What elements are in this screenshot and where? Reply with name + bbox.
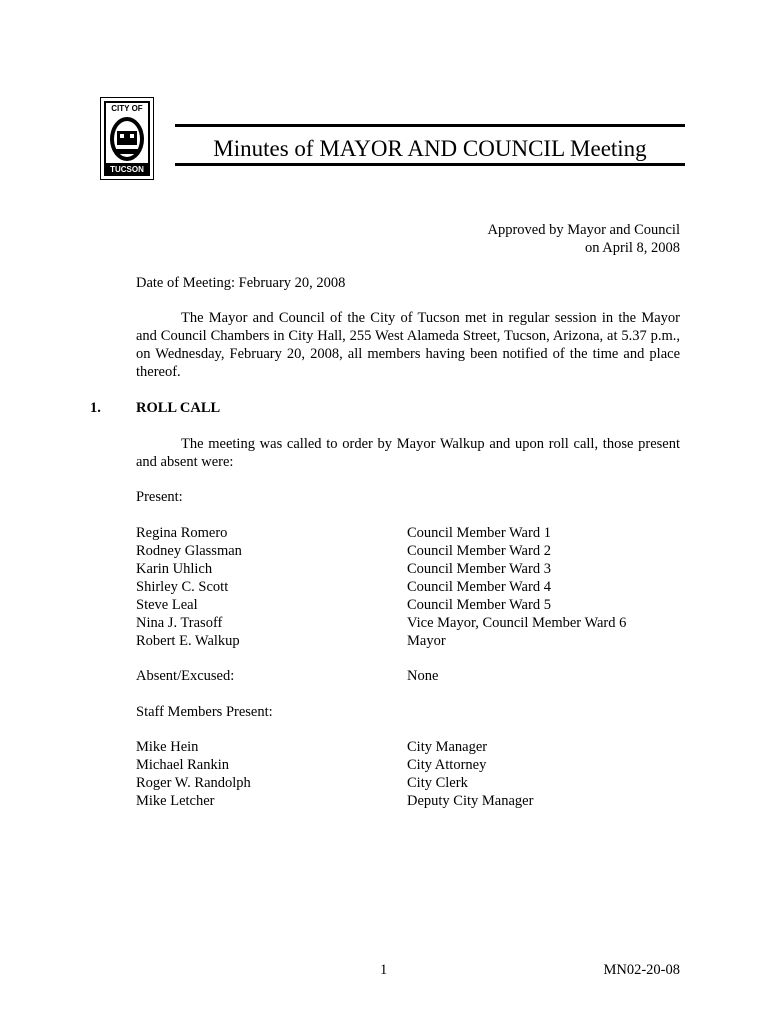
page-number: 1 <box>380 962 388 978</box>
absent-label: Absent/Excused: <box>136 668 235 684</box>
list-item: City Manager <box>407 739 488 755</box>
approval-line-2: on April 8, 2008 <box>584 240 680 256</box>
list-item: Council Member Ward 3 <box>407 561 551 577</box>
meeting-date: Date of Meeting: February 20, 2008 <box>136 275 346 291</box>
list-item: Regina Romero <box>136 525 228 541</box>
list-item: Mike Hein <box>136 739 199 755</box>
list-item: Rodney Glassman <box>136 543 242 559</box>
section-number: 1. <box>90 400 101 416</box>
list-item: Council Member Ward 2 <box>407 543 551 559</box>
document-code: MN02-20-08 <box>603 962 680 978</box>
approval-line-1: Approved by Mayor and Council <box>487 222 680 238</box>
list-item: Karin Uhlich <box>136 561 213 577</box>
approval-note <box>488 221 681 257</box>
section-title: ROLL CALL <box>136 400 221 416</box>
absent-value: None <box>407 668 439 684</box>
list-item: Robert E. Walkup <box>136 633 240 649</box>
list-item: Michael Rankin <box>136 757 230 773</box>
intro-paragraph: The Mayor and Council of the City of Tucson met in regular session in the Mayor and Council Chambers in City Hall, 255 West Alameda Street, Tucson, Arizona, at 5.37 p.m., on Wednesday, February 20, 2008, all members having been notified of the time and place thereof. <box>136 310 680 380</box>
list-item: Council Member Ward 4 <box>407 579 551 595</box>
page-title: Minutes of MAYOR AND COUNCIL Meeting <box>213 136 647 161</box>
list-item: Mike Letcher <box>136 793 215 809</box>
list-item: Steve Leal <box>136 597 198 613</box>
staff-roles <box>407 738 533 810</box>
list-item: Nina J. Trasoff <box>136 615 223 631</box>
title-bottom-rule <box>175 163 685 166</box>
logo-top-text: CITY OF <box>111 104 143 113</box>
list-item: Mayor <box>407 633 446 649</box>
staff-label: Staff Members Present: <box>136 704 273 720</box>
list-item: City Attorney <box>407 757 487 773</box>
list-item: Deputy City Manager <box>407 793 534 809</box>
list-item: City Clerk <box>407 775 468 791</box>
staff-names <box>136 738 251 810</box>
logo-bottom-text: TUCSON <box>110 165 144 174</box>
list-item: Shirley C. Scott <box>136 579 229 595</box>
list-item: Council Member Ward 1 <box>407 525 551 541</box>
present-roles <box>407 524 626 650</box>
city-of-tucson-seal <box>100 97 154 180</box>
present-label: Present: <box>136 489 183 505</box>
list-item: Council Member Ward 5 <box>407 597 551 613</box>
list-item: Roger W. Randolph <box>136 775 251 791</box>
list-item: Vice Mayor, Council Member Ward 6 <box>407 615 627 631</box>
present-names <box>136 524 242 650</box>
roll-call-paragraph: The meeting was called to order by Mayor Walkup and upon roll call, those present and absent were: <box>136 436 680 470</box>
title-top-rule <box>175 124 685 127</box>
